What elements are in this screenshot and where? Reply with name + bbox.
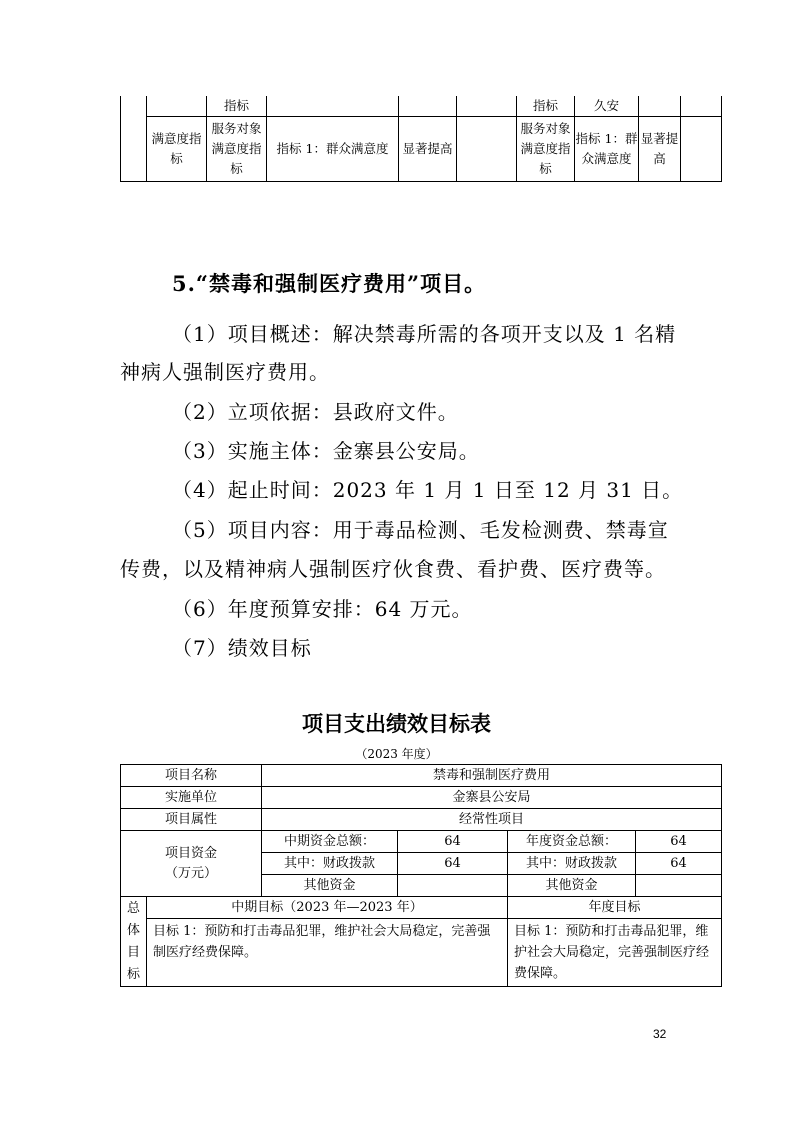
year-blank-cell xyxy=(681,117,722,182)
mid-other-label: 其他资金 xyxy=(262,875,398,897)
funds-label-cell xyxy=(121,831,262,897)
overview-line2: 神病人强制医疗费用。 xyxy=(120,360,330,384)
significant-increase-cell: 显著提高 xyxy=(399,117,457,182)
project-name-label: 项目名称 xyxy=(121,765,262,787)
content-line1: （5）项目内容：用于毒品检测、毛发检测费、禁毒宣 xyxy=(172,518,669,542)
indicator-level2-cell xyxy=(147,96,207,117)
satisfaction-indicator-cell: 满意度指标 xyxy=(147,117,207,182)
attribute-label: 项目属性 xyxy=(121,809,262,831)
goals-paragraph: （7）绩效目标 xyxy=(172,636,312,660)
mid-goal-text: 目标 1：预防和打击毒品犯罪，维护社会大局稳定，完善强制医疗经费保障。 xyxy=(147,919,508,987)
project-name-value: 禁毒和强制医疗费用 xyxy=(262,765,722,787)
page-number: 32 xyxy=(653,1027,667,1041)
content-line2: 传费，以及精神病人强制医疗伙食费、看护费、医疗费等。 xyxy=(120,557,666,581)
funds-unit: （万元） xyxy=(164,865,217,881)
previous-indicator-table xyxy=(120,96,722,182)
performance-target-table xyxy=(120,764,722,987)
mid-fiscal-label: 其中：财政拨款 xyxy=(262,853,398,875)
year-indicator-blank-cell xyxy=(681,96,722,117)
mid-total-value: 64 xyxy=(398,831,508,853)
indicator-level3-cell: 指标 xyxy=(207,96,267,117)
mid-total-label: 中期资金总额： xyxy=(262,831,398,853)
mid-fiscal-value: 64 xyxy=(398,853,508,875)
budget-paragraph: （6）年度预算安排：64 万元。 xyxy=(172,597,473,621)
executor-paragraph: （3）实施主体：金寨县公安局。 xyxy=(172,439,480,463)
mid-other-value xyxy=(398,875,508,897)
year-total-label: 年度资金总额： xyxy=(508,831,636,853)
year-public-satisfaction-cell: 指标 1：群众满意度 xyxy=(575,117,639,182)
year-service-satisfaction-cell: 服务对象满意度指标 xyxy=(517,117,575,182)
blank-cell xyxy=(457,117,517,182)
year-fiscal-label: 其中：财政拨款 xyxy=(508,853,636,875)
year-indicator-value-cell xyxy=(639,96,681,117)
period-paragraph: （4）起止时间：2023 年 1 月 1 日至 12 月 31 日。 xyxy=(172,478,684,502)
indicator-blank-cell xyxy=(457,96,517,117)
public-satisfaction-cell: 指标 1：群众满意度 xyxy=(267,117,399,182)
attribute-value: 经常性项目 xyxy=(262,809,722,831)
year-goal-text: 目标 1：预防和打击毒品犯罪，维护社会大局稳定，完善强制医疗经费保障。 xyxy=(508,919,722,987)
year-indicator-level3-cell: 指标 xyxy=(517,96,575,117)
indicator-value-cell xyxy=(399,96,457,117)
perf-table-year: （2023 年度） xyxy=(355,747,438,761)
year-total-value: 64 xyxy=(636,831,722,853)
overall-goal-label: 总体目标 xyxy=(121,897,147,987)
year-significant-increase-cell: 显著提高 xyxy=(639,117,681,182)
year-goal-header: 年度目标 xyxy=(508,897,722,919)
perf-table-title: 项目支出绩效目标表 xyxy=(302,711,491,736)
year-fiscal-value: 64 xyxy=(636,853,722,875)
unit-value: 金寨县公安局 xyxy=(262,787,722,809)
funds-label: 项目资金 xyxy=(164,845,217,861)
year-other-value xyxy=(636,875,722,897)
indicator-content-cell xyxy=(267,96,399,117)
basis-paragraph: （2）立项依据：县政府文件。 xyxy=(172,400,459,424)
year-other-label: 其他资金 xyxy=(508,875,636,897)
section-title: 5.“禁毒和强制医疗费用”项目。 xyxy=(172,271,487,296)
indicator-level1-cell xyxy=(121,96,147,182)
year-indicator-content-cell: 久安 xyxy=(575,96,639,117)
mid-goal-header: 中期目标（2023 年—2023 年） xyxy=(147,897,508,919)
service-satisfaction-cell: 服务对象满意度指标 xyxy=(207,117,267,182)
unit-label: 实施单位 xyxy=(121,787,262,809)
overview-line1: （1）项目概述：解决禁毒所需的各项开支以及 1 名精 xyxy=(172,322,677,346)
